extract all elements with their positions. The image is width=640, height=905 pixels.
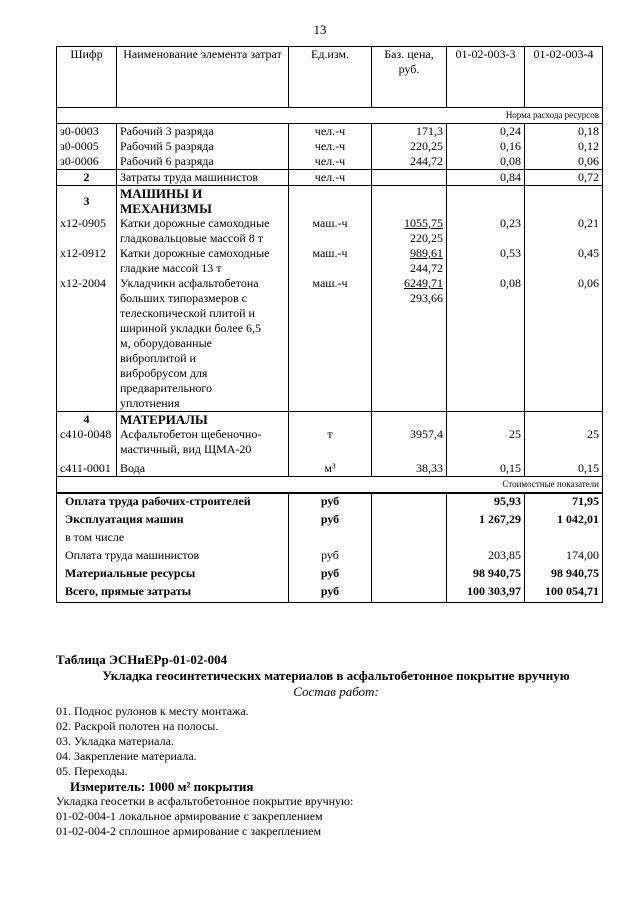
row-unit: маш.-ч <box>289 276 372 412</box>
total-label: Оплата труда машинистов <box>57 548 289 566</box>
row-unit: т <box>289 427 372 457</box>
header-col2: 01-02-003-4 <box>525 47 603 108</box>
row-value-2: 25 <box>525 427 603 457</box>
row-name: Рабочий 6 разряда <box>117 154 289 170</box>
row-value-1: 0,08 <box>447 276 525 412</box>
row-name-line: больших типоразмеров с <box>120 291 247 305</box>
row-name <box>117 276 289 412</box>
section-title-line: МАШИНЫ И <box>120 186 203 201</box>
row-value-1: 25 <box>447 427 525 457</box>
section-code: 4 <box>57 412 117 428</box>
row-code: с411-0001 <box>57 457 117 477</box>
row-name-line: Укладчики асфальтобетона <box>120 276 259 290</box>
row-name-line: Катки дорожные самоходные <box>120 246 270 260</box>
machines-section-row <box>57 186 603 217</box>
total-label: Всего, прямые затраты <box>57 584 289 603</box>
total-value-1: 100 303,97 <box>447 584 525 603</box>
row-price <box>372 216 447 246</box>
row-price: 3957,4 <box>372 427 447 457</box>
total-value-1: 1 267,29 <box>447 512 525 530</box>
row-price: 220,25 <box>372 139 447 154</box>
row-value-1: 0,23 <box>447 216 525 246</box>
next-table-section <box>56 652 616 839</box>
row-code: с410-0048 <box>57 427 117 457</box>
row-name-line: телескопической плитой и <box>120 306 255 320</box>
section-description: Укладка геосетки в асфальтобетонное покрытие вручную: <box>56 794 354 808</box>
row-code: х12-2004 <box>57 276 117 412</box>
row-name-line: предварительного <box>120 381 213 395</box>
price-value: 6249,71 <box>404 276 443 290</box>
table-row <box>57 276 603 412</box>
row-value-1: 0,15 <box>447 457 525 477</box>
row-code: з0-0005 <box>57 139 117 154</box>
table-row <box>57 457 603 477</box>
row-value-2: 0,45 <box>525 246 603 276</box>
page-number: 13 <box>313 22 327 37</box>
row-value-2: 0,18 <box>525 124 603 140</box>
row-name <box>117 246 289 276</box>
total-materials-row <box>57 566 603 584</box>
total-value-1: 98 940,75 <box>447 566 525 584</box>
total-value-2: 71,95 <box>525 493 603 512</box>
row-name-line: вибробрусом для <box>120 366 208 380</box>
row-unit: м³ <box>289 457 372 477</box>
table-row <box>57 246 603 276</box>
total-unit: руб <box>289 548 372 566</box>
row-value-2: 0,12 <box>525 139 603 154</box>
total-value-2: 100 054,71 <box>525 584 603 603</box>
row-price <box>372 276 447 412</box>
header-unit: Ед.изм. <box>289 47 372 108</box>
row-name: Рабочий 3 разряда <box>117 124 289 140</box>
row-unit: чел.-ч <box>289 154 372 170</box>
composition-heading: Состав работ: <box>293 684 379 699</box>
row-price <box>372 246 447 276</box>
total-value-2: 98 940,75 <box>525 566 603 584</box>
row-unit: чел.-ч <box>289 124 372 140</box>
operators-row <box>57 170 603 186</box>
total-label: Оплата труда рабочих-строителей <box>57 493 289 512</box>
total-value-2: 1 042,01 <box>525 512 603 530</box>
price-value: 1055,75 <box>404 216 443 230</box>
row-code: 2 <box>57 170 117 186</box>
table-row <box>57 427 603 457</box>
row-code: х12-0905 <box>57 216 117 246</box>
section-title: МАТЕРИАЛЫ <box>117 412 289 428</box>
row-name-line: Катки дорожные самоходные <box>120 216 270 230</box>
row-value-1: 0,53 <box>447 246 525 276</box>
row-value-2: 0,06 <box>525 154 603 170</box>
row-value-1: 0,24 <box>447 124 525 140</box>
row-price: 38,33 <box>372 457 447 477</box>
row-name-line: шириной укладки более 6,5 <box>120 321 262 335</box>
row-name <box>117 427 289 457</box>
header-price: Баз. цена, руб. <box>372 47 447 108</box>
total-label: Материальные ресурсы <box>57 566 289 584</box>
section-title <box>117 186 289 217</box>
meter-label: Измеритель: 1000 м² покрытия <box>70 779 254 794</box>
total-value-2: 174,00 <box>525 548 603 566</box>
row-name: Затраты труда машинистов <box>117 170 289 186</box>
table-row <box>57 124 603 140</box>
total-machines-row <box>57 512 603 530</box>
row-code: з0-0006 <box>57 154 117 170</box>
work-step: 05. Переходы. <box>56 764 128 778</box>
total-label: Эксплуатация машин <box>57 512 289 530</box>
table-row <box>57 139 603 154</box>
row-unit: маш.-ч <box>289 246 372 276</box>
work-step: 02. Раскрой полотен на полосы. <box>56 719 219 733</box>
row-name-line: гладковальцовые массой 8 т <box>120 231 263 245</box>
total-unit: руб <box>289 512 372 530</box>
total-value-1: 203,85 <box>447 548 525 566</box>
row-unit: маш.-ч <box>289 216 372 246</box>
row-name-line: гладкие массой 13 т <box>120 261 222 275</box>
row-unit: чел.-ч <box>289 170 372 186</box>
total-value-1: 95,93 <box>447 493 525 512</box>
total-label: в том числе <box>57 530 289 548</box>
row-code: з0-0003 <box>57 124 117 140</box>
section-title-line: МЕХАНИЗМЫ <box>120 201 212 216</box>
work-step: 01. Поднос рулонов к месту монтажа. <box>56 704 249 718</box>
norm-item: 01-02-004-1 локальное армирование с закреплением <box>56 809 323 823</box>
norm-item: 01-02-004-2 сплошное армирование с закреплением <box>56 824 322 838</box>
row-name-line: виброплитой и <box>120 351 196 365</box>
table-label: Таблица ЭСНиЕРр-01-02-004 <box>56 652 228 667</box>
table-header <box>57 47 603 108</box>
row-price: 244,72 <box>372 154 447 170</box>
total-unit: руб <box>289 584 372 603</box>
work-step: 03. Укладка материала. <box>56 734 174 748</box>
price-value: 989,61 <box>410 246 443 260</box>
row-name-line: мастичный, вид ЩМА-20 <box>120 442 252 456</box>
row-value-1: 0,08 <box>447 154 525 170</box>
header-code: Шифр <box>57 47 117 108</box>
header-col1: 01-02-003-3 <box>447 47 525 108</box>
row-name-line: м, оборудованные <box>120 336 212 350</box>
price-value: 220,25 <box>410 231 443 245</box>
total-operators-row <box>57 548 603 566</box>
total-incl-row <box>57 530 603 548</box>
row-value-2: 0,72 <box>525 170 603 186</box>
cost-label: Стоимостные показатели <box>57 477 603 494</box>
row-name <box>117 216 289 246</box>
row-name: Рабочий 5 разряда <box>117 139 289 154</box>
price-value: 244,72 <box>410 261 443 275</box>
table-row <box>57 154 603 170</box>
row-name-line: уплотнения <box>120 396 180 410</box>
header-name: Наименование элемента затрат <box>117 47 289 108</box>
section-code: 3 <box>57 186 117 217</box>
row-name-line: Асфальтобетон щебеночно- <box>120 427 262 441</box>
price-value: 293,66 <box>410 291 443 305</box>
table-title: Укладка геосинтетических материалов в асфальтобетонное покрытие вручную <box>102 668 570 683</box>
row-price: 171,3 <box>372 124 447 140</box>
row-value-2: 0,06 <box>525 276 603 412</box>
table-row <box>57 216 603 246</box>
materials-section-row <box>57 412 603 428</box>
row-unit: чел.-ч <box>289 139 372 154</box>
resource-table <box>56 46 603 603</box>
row-code: х12-0912 <box>57 246 117 276</box>
work-step: 04. Закрепление материала. <box>56 749 197 763</box>
total-direct-costs-row <box>57 584 603 603</box>
norm-label: Норма расхода ресурсов <box>57 108 603 124</box>
row-value-1: 0,84 <box>447 170 525 186</box>
row-value-1: 0,16 <box>447 139 525 154</box>
row-value-2: 0,15 <box>525 457 603 477</box>
total-labor-row <box>57 493 603 512</box>
row-value-2: 0,21 <box>525 216 603 246</box>
row-name: Вода <box>117 457 289 477</box>
total-unit: руб <box>289 566 372 584</box>
total-unit: руб <box>289 493 372 512</box>
